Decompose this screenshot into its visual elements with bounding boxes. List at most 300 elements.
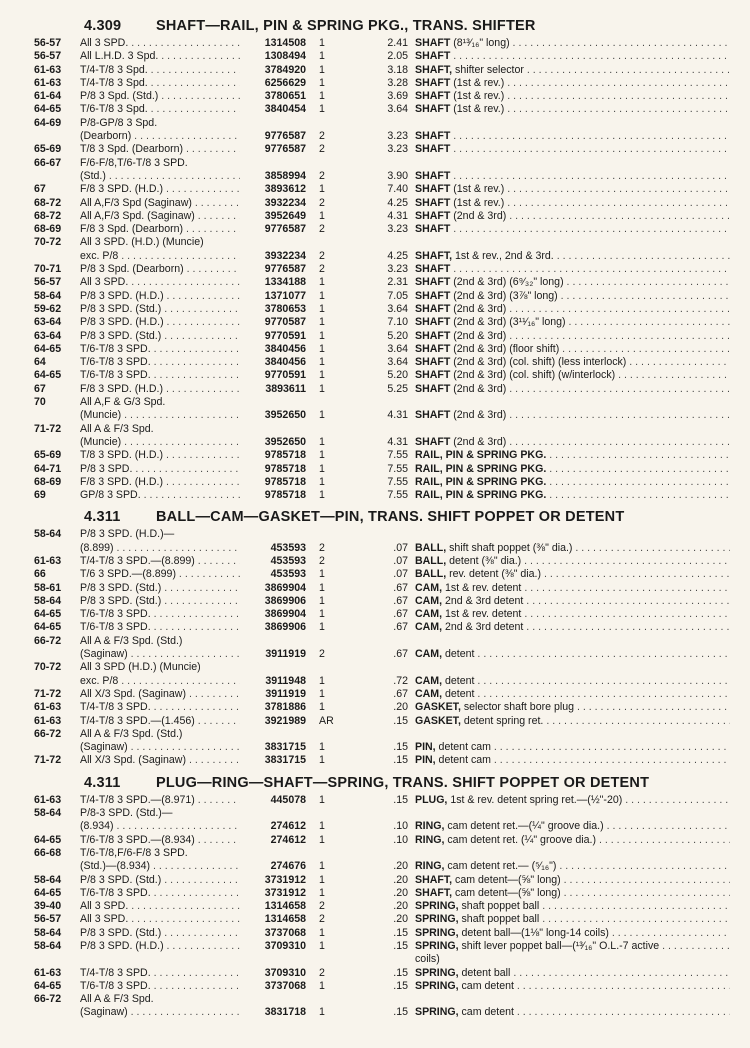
quantity: AR (319, 714, 334, 727)
quantity: 1 (319, 608, 325, 621)
table-row (34, 210, 740, 223)
quantity: 2 (319, 196, 325, 209)
catalog-section (34, 774, 740, 1020)
table-row (34, 927, 740, 940)
table-row (34, 250, 740, 263)
model-years: 61-63 (34, 701, 62, 714)
table-row (34, 236, 740, 249)
part-description (415, 316, 730, 329)
table-row (34, 157, 740, 170)
part-name: SPRING, (415, 940, 459, 952)
model-years: 39-40 (34, 900, 62, 913)
price: 4.25 (387, 196, 408, 209)
table-row (34, 953, 740, 966)
part-description (415, 582, 730, 595)
price: .20 (393, 873, 408, 886)
application: All 3 SPD. . . . (80, 913, 280, 926)
part-name: CAM, (415, 581, 443, 594)
table-row (34, 356, 740, 369)
part-number: 3893611 (240, 383, 306, 396)
quantity: 2 (319, 263, 325, 276)
part-number: 3911919 (240, 688, 306, 701)
part-number: 1371077 (240, 290, 306, 303)
part-description (415, 250, 730, 263)
part-number: 445078 (240, 794, 306, 807)
price: .10 (393, 820, 408, 833)
quantity: 1 (319, 90, 325, 103)
part-detail: 1st & rev. detent (442, 581, 522, 594)
price: .20 (393, 701, 408, 714)
part-detail: detent (442, 674, 475, 687)
table-row (34, 1006, 740, 1019)
price: 2.05 (387, 50, 408, 63)
table-row (34, 754, 740, 767)
part-number: 3831715 (240, 741, 306, 754)
table-row (34, 103, 740, 116)
part-detail: detent cam (435, 741, 491, 754)
application: P/8-3 SPD. (Std.)— (80, 807, 173, 820)
application: (Saginaw) . . . (80, 648, 280, 661)
part-detail: (2nd & 3rd) (floor shift) (450, 342, 560, 355)
part-description (415, 77, 730, 90)
quantity: 1 (319, 50, 325, 63)
part-name: SHAFT, (415, 249, 453, 262)
part-name: CAM, (415, 608, 443, 621)
part-detail: 1st & rev. detent spring ret.—(½"-20) (447, 793, 623, 806)
part-description (415, 343, 730, 356)
part-name: SHAFT (415, 76, 451, 89)
part-description (415, 967, 730, 980)
part-description (415, 449, 730, 462)
quantity: 1 (319, 581, 325, 594)
part-name: SHAFT (415, 289, 451, 302)
application: P/8 3 Spd. (Dearborn) . . . (80, 263, 280, 276)
price: .20 (393, 886, 408, 899)
table-row (34, 741, 740, 754)
part-number: 3858994 (240, 170, 306, 183)
table-row (34, 409, 740, 422)
quantity: 1 (319, 76, 325, 89)
application: T/8 3 Spd. (Dearborn) . . . (80, 143, 280, 156)
model-years: 64-65 (34, 621, 62, 634)
part-name: RING, (415, 833, 445, 846)
price: .10 (393, 833, 408, 846)
price: .20 (393, 900, 408, 913)
application: (8.934) . . . (80, 820, 280, 833)
application: All 3 SPD. (H.D.) (Muncie) (80, 236, 204, 249)
part-number: 3831715 (240, 754, 306, 767)
part-description (415, 555, 730, 568)
part-name: SHAFT (415, 103, 451, 116)
application: P/8 3 SPD. (H.D.) . . . (80, 940, 280, 953)
section-number: 4.309 (84, 18, 122, 34)
model-years: 58-61 (34, 581, 62, 594)
application: T/6-T/8 3 SPD. . . . (80, 343, 280, 356)
part-detail: (2nd & 3rd) (450, 209, 507, 222)
model-years: 58-64 (34, 289, 62, 302)
application: T/6-T/8,F/6-F/8 3 SPD. (80, 846, 188, 859)
price: .67 (393, 608, 408, 621)
table-row (34, 90, 740, 103)
part-number: 274676 (240, 860, 306, 873)
part-number: 9785718 (240, 463, 306, 476)
table-row (34, 728, 740, 741)
part-detail: rev. detent (⅜" dia.) (446, 568, 542, 581)
part-number: 3921989 (240, 715, 306, 728)
section-number: 4.311 (84, 509, 121, 526)
quantity: 1 (319, 63, 325, 76)
table-row (34, 967, 740, 980)
part-name: SHAFT (415, 50, 451, 63)
price: .20 (393, 913, 408, 926)
table-row (34, 170, 740, 183)
price: 7.55 (387, 449, 408, 462)
quantity: 1 (319, 329, 325, 342)
quantity: 1 (319, 342, 325, 355)
part-number: 274612 (240, 820, 306, 833)
part-name: SHAFT (415, 356, 451, 369)
model-years: 58-64 (34, 528, 62, 541)
part-number: 3731912 (240, 887, 306, 900)
part-description (415, 276, 730, 289)
quantity: 1 (319, 435, 325, 448)
part-number: 9785718 (240, 476, 306, 489)
part-description (415, 940, 730, 953)
part-detail: cam detent—(⅝" long) (452, 873, 561, 886)
part-detail: cam detent ret.—(¼" groove dia.) (444, 820, 604, 833)
part-name: CAM, (415, 594, 443, 607)
part-description (415, 330, 730, 343)
model-years: 68-72 (34, 209, 62, 222)
part-number: 3869906 (240, 621, 306, 634)
application: exc. P/8 . . . (80, 250, 280, 263)
quantity: 1 (319, 1006, 325, 1019)
model-years: 58-64 (34, 873, 62, 886)
part-number: 1314658 (240, 900, 306, 913)
application: P/8 3 SPD. (Std.) . . . (80, 582, 280, 595)
model-years: 70 (34, 396, 46, 409)
part-detail: detent cam (435, 754, 491, 767)
part-detail: cam detent ret.— (⁵⁄₁₆") (444, 860, 557, 873)
part-name: SHAFT (415, 143, 451, 156)
part-detail: shift lever poppet ball—(¹³⁄₁₆" O.L.-7 active (458, 940, 660, 952)
part-name: SHAFT, (415, 886, 453, 899)
quantity: 1 (319, 316, 325, 329)
table-row (34, 343, 740, 356)
table-row (34, 276, 740, 289)
part-detail: cam detent (458, 979, 514, 992)
part-detail: 2nd & 3rd detent (442, 621, 524, 634)
quantity: 1 (319, 940, 325, 952)
catalog-section (34, 508, 740, 767)
quantity: 2 (319, 249, 325, 262)
part-description (415, 130, 730, 143)
part-name: SPRING, (415, 966, 459, 979)
price: 7.55 (387, 462, 408, 475)
price: 7.55 (387, 489, 408, 502)
part-name: RING, (415, 820, 445, 833)
table-row (34, 396, 740, 409)
part-number: 9770591 (240, 330, 306, 343)
table-row (34, 595, 740, 608)
part-description (415, 183, 730, 196)
application: P/8 3 SPD. (Std.) . . . (80, 595, 280, 608)
part-description (415, 50, 730, 63)
quantity: 2 (319, 966, 325, 979)
model-years: 63-64 (34, 316, 62, 329)
price: 3.64 (387, 103, 408, 116)
table-row (34, 423, 740, 436)
model-years: 70-72 (34, 236, 62, 249)
model-years: 64 (34, 356, 46, 369)
model-years: 71-72 (34, 754, 62, 767)
part-number: 453593 (240, 542, 306, 555)
part-detail: (1st & rev.) (450, 103, 505, 116)
table-row (34, 688, 740, 701)
application: GP/8 3 SPD. . . . (80, 489, 280, 502)
quantity: 1 (319, 382, 325, 395)
part-detail: (2nd & 3rd) (col. shift) (less interlock) (450, 356, 627, 369)
part-name: RAIL, PIN & SPRING PKG. (415, 489, 547, 502)
quantity: 1 (319, 886, 325, 899)
part-detail: (2nd & 3rd) (450, 382, 507, 395)
price: .07 (393, 541, 408, 554)
table-row (34, 568, 740, 581)
application: All A,F & G/3 Spd. (80, 396, 166, 409)
part-number: 3840456 (240, 343, 306, 356)
table-row (34, 794, 740, 807)
part-name: RAIL, PIN & SPRING PKG. (415, 449, 547, 462)
quantity: 1 (319, 793, 325, 806)
table-row (34, 887, 740, 900)
price: 3.23 (387, 263, 408, 276)
application: P/8 3 SPD. (H.D.) . . . (80, 290, 280, 303)
part-name: BALL, (415, 568, 447, 581)
part-detail: shaft poppet ball (458, 900, 540, 913)
price: 3.69 (387, 90, 408, 103)
table-row (34, 528, 740, 541)
application: T/6-T/8 3 Spd. . . . (80, 103, 280, 116)
table-row (34, 542, 740, 555)
price: .15 (393, 1006, 408, 1019)
price: 3.23 (387, 143, 408, 156)
part-description (415, 688, 730, 701)
application: All A & F/3 Spd. (Std.) (80, 727, 183, 740)
table-row (34, 675, 740, 688)
table-row (34, 476, 740, 489)
table-row (34, 130, 740, 143)
part-name: SPRING, (415, 913, 459, 926)
table-row (34, 807, 740, 820)
part-detail: detent (⅜" dia.) (446, 554, 522, 567)
quantity: 1 (319, 741, 325, 754)
part-description (415, 860, 730, 873)
part-number: 3840456 (240, 356, 306, 369)
part-description (415, 621, 730, 634)
part-description (415, 170, 730, 183)
part-description (415, 369, 730, 382)
table-row (34, 263, 740, 276)
application: P/8 3 SPD. (Std.) . . . (80, 874, 280, 887)
price: 5.20 (387, 329, 408, 342)
application: All 3 SPD. . . . (80, 900, 280, 913)
section-title: SHAFT—RAIL, PIN & SPRING PKG., TRANS. SHIFTER (156, 18, 536, 34)
part-number: 3840454 (240, 103, 306, 116)
quantity: 1 (319, 409, 325, 422)
part-detail: shaft poppet ball (458, 913, 540, 926)
part-number: 3952649 (240, 210, 306, 223)
quantity: 2 (319, 143, 325, 156)
price: .72 (393, 674, 408, 687)
part-name: RING, (415, 860, 445, 873)
part-name: CAM, (415, 621, 443, 634)
model-years: 61-63 (34, 793, 62, 806)
application: (Std.)—(8.934) . . . (80, 860, 280, 873)
quantity: 1 (319, 449, 325, 462)
application: P/8 3 SPD. (H.D.)— (80, 528, 175, 541)
application: T/4-T/8 3 SPD.—(1.456) . . . (80, 715, 280, 728)
price: 3.18 (387, 63, 408, 76)
application: All 3 SPD. . . . (80, 276, 280, 289)
part-detail: detent (442, 687, 475, 700)
part-number: 3869906 (240, 595, 306, 608)
application: P/8-GP/8 3 Spd. (80, 116, 158, 129)
model-years: 58-64 (34, 807, 62, 820)
part-name: SHAFT (415, 316, 451, 329)
price: .15 (393, 754, 408, 767)
application: P/8 3 SPD. (Std.) . . . (80, 927, 280, 940)
part-name: SHAFT (415, 209, 451, 222)
model-years: 70-71 (34, 263, 62, 276)
part-description (415, 675, 730, 688)
part-name: SHAFT (415, 169, 451, 182)
table-row (34, 197, 740, 210)
part-detail: (2nd & 3rd) (3⅞" long) (450, 289, 558, 302)
price: 3.64 (387, 342, 408, 355)
part-detail: (1st & rev.) (450, 76, 505, 89)
model-years: 69 (34, 489, 46, 502)
part-description (415, 103, 730, 116)
part-description (415, 210, 730, 223)
model-years: 64-65 (34, 369, 62, 382)
quantity: 1 (319, 183, 325, 196)
application: F/8 3 Spd. (Dearborn) . . . (80, 223, 280, 236)
part-number: 1308494 (240, 50, 306, 63)
model-years: 64-65 (34, 886, 62, 899)
application: T/6-T/8 3 SPD. . . . (80, 621, 280, 634)
part-detail: cam detent (458, 1006, 514, 1019)
application: P/8 3 SPD. (H.D.) . . . (80, 316, 280, 329)
application: All A & F/3 Spd. (Std.) (80, 634, 183, 647)
part-number: 3893612 (240, 183, 306, 196)
part-description (415, 263, 730, 276)
part-detail: detent ball—(1⅛" long-14 coils) (458, 926, 609, 939)
table-row (34, 993, 740, 1006)
application: T/8 3 SPD. (H.D.) . . . (80, 449, 280, 462)
price: .67 (393, 648, 408, 661)
part-number: 3780653 (240, 303, 306, 316)
application: F/8 3 SPD. (H.D.) . . . (80, 383, 280, 396)
application: F/6-F/8,T/6-T/8 3 SPD. (80, 156, 188, 169)
part-number: 9776587 (240, 143, 306, 156)
table-row (34, 303, 740, 316)
application: (Muncie) . . . (80, 409, 280, 422)
table-row (34, 64, 740, 77)
part-number: 9785718 (240, 449, 306, 462)
part-detail: (2nd & 3rd) (6⁹⁄₃₂" long) (450, 276, 564, 289)
part-description (415, 887, 730, 900)
table-row (34, 715, 740, 728)
model-years: 64-65 (34, 342, 62, 355)
part-detail: (1st & rev.) (450, 183, 505, 196)
price: .20 (393, 860, 408, 873)
part-description (415, 303, 730, 316)
part-detail: (1st & rev.) (450, 90, 505, 103)
part-detail: 2nd & 3rd detent (442, 594, 524, 607)
price: .15 (393, 714, 408, 727)
price: 5.20 (387, 369, 408, 382)
model-years: 64-65 (34, 979, 62, 992)
part-number: 453593 (240, 568, 306, 581)
part-number: 3781886 (240, 701, 306, 714)
section-gap (34, 502, 740, 505)
quantity: 2 (319, 541, 325, 554)
part-description (415, 980, 730, 993)
part-name: SHAFT (415, 342, 451, 355)
price: 3.23 (387, 223, 408, 236)
price: .15 (393, 940, 408, 952)
part-description (415, 874, 730, 887)
part-description (415, 953, 730, 966)
quantity: 1 (319, 302, 325, 315)
price: .15 (393, 793, 408, 806)
table-row (34, 847, 740, 860)
table-row (34, 701, 740, 714)
application: All A & F/3 Spd. (80, 993, 154, 1006)
part-detail: coils) (415, 953, 440, 966)
section-title: PLUG—RING—SHAFT—SPRING, TRANS. SHIFT POPPET OR DETENT (156, 774, 650, 791)
price: 2.31 (387, 276, 408, 289)
application: T/4-T/8 3 SPD.—(8.899) . . . (80, 555, 280, 568)
part-description (415, 595, 730, 608)
part-detail: (2nd & 3rd) (col. shift) (w/interlock) (450, 369, 616, 382)
application: T/6-T/8 3 SPD.—(8.934) . . . (80, 834, 280, 847)
part-name: CAM, (415, 687, 443, 700)
part-name: SPRING, (415, 979, 459, 992)
part-detail: (2nd & 3rd) (450, 329, 507, 342)
model-years: 61-63 (34, 554, 62, 567)
part-description (415, 927, 730, 940)
part-number: 3911919 (240, 648, 306, 661)
model-years: 56-57 (34, 50, 62, 63)
part-name: BALL, (415, 554, 447, 567)
application: All A,F/3 Spd (Saginaw) . . . (80, 197, 280, 210)
part-description (415, 715, 730, 728)
part-description (415, 900, 730, 913)
table-row (34, 900, 740, 913)
model-years: 58-64 (34, 594, 62, 607)
model-years: 61-63 (34, 76, 62, 89)
price: .15 (393, 966, 408, 979)
price: 4.31 (387, 435, 408, 448)
table-row (34, 661, 740, 674)
table-row (34, 316, 740, 329)
quantity: 1 (319, 475, 325, 488)
model-years: 71-72 (34, 687, 62, 700)
part-name: PLUG, (415, 793, 448, 806)
part-number: 3831718 (240, 1006, 306, 1019)
part-description (415, 290, 730, 303)
